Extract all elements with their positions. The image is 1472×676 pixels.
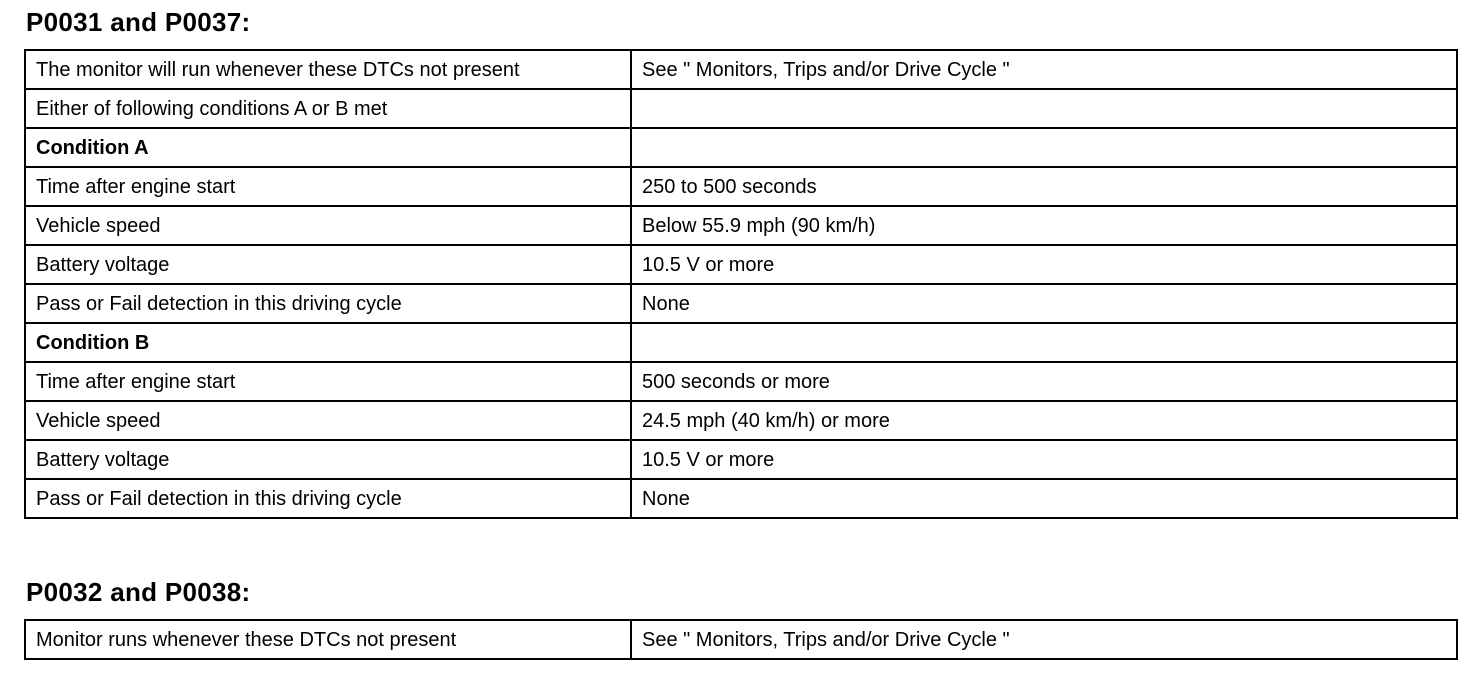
value-cell: 10.5 V or more: [631, 440, 1457, 479]
table-row: [25, 323, 1457, 362]
condition-cell: The monitor will run whenever these DTCs not present: [25, 50, 631, 89]
value-cell: 250 to 500 seconds: [631, 167, 1457, 206]
section-title-p0032-p0038: P0032 and P0038:: [26, 577, 251, 607]
value-cell: None: [631, 284, 1457, 323]
condition-cell: Monitor runs whenever these DTCs not present: [25, 620, 631, 659]
table-row: [25, 206, 1457, 245]
value-cell: 10.5 V or more: [631, 245, 1457, 284]
table-row: [25, 128, 1457, 167]
value-cell: See " Monitors, Trips and/or Drive Cycle ": [631, 620, 1457, 659]
value-cell: See " Monitors, Trips and/or Drive Cycle ": [631, 50, 1457, 89]
table-row: [25, 89, 1457, 128]
table-row: [25, 167, 1457, 206]
table-row: [25, 620, 1457, 659]
value-cell: [631, 89, 1457, 128]
value-cell: [631, 323, 1457, 362]
condition-cell: Time after engine start: [25, 362, 631, 401]
condition-group-heading: Condition B: [25, 323, 631, 362]
conditions-table-p0032-p0038: [24, 619, 1458, 660]
table-row: [25, 245, 1457, 284]
condition-cell: Battery voltage: [25, 440, 631, 479]
table-row: [25, 284, 1457, 323]
condition-cell: Either of following conditions A or B met: [25, 89, 631, 128]
table-row: [25, 440, 1457, 479]
table-row: [25, 362, 1457, 401]
condition-cell: Time after engine start: [25, 167, 631, 206]
conditions-table-p0031-p0037: [24, 49, 1458, 519]
table-row: [25, 479, 1457, 518]
condition-cell: Battery voltage: [25, 245, 631, 284]
condition-cell: Vehicle speed: [25, 206, 631, 245]
table-row: [25, 401, 1457, 440]
condition-cell: Vehicle speed: [25, 401, 631, 440]
condition-cell: Pass or Fail detection in this driving cycle: [25, 479, 631, 518]
value-cell: None: [631, 479, 1457, 518]
condition-cell: Pass or Fail detection in this driving cycle: [25, 284, 631, 323]
table-row: [25, 50, 1457, 89]
value-cell: 24.5 mph (40 km/h) or more: [631, 401, 1457, 440]
value-cell: Below 55.9 mph (90 km/h): [631, 206, 1457, 245]
section-title-p0031-p0037: P0031 and P0037:: [26, 7, 251, 37]
value-cell: 500 seconds or more: [631, 362, 1457, 401]
condition-group-heading: Condition A: [25, 128, 631, 167]
value-cell: [631, 128, 1457, 167]
